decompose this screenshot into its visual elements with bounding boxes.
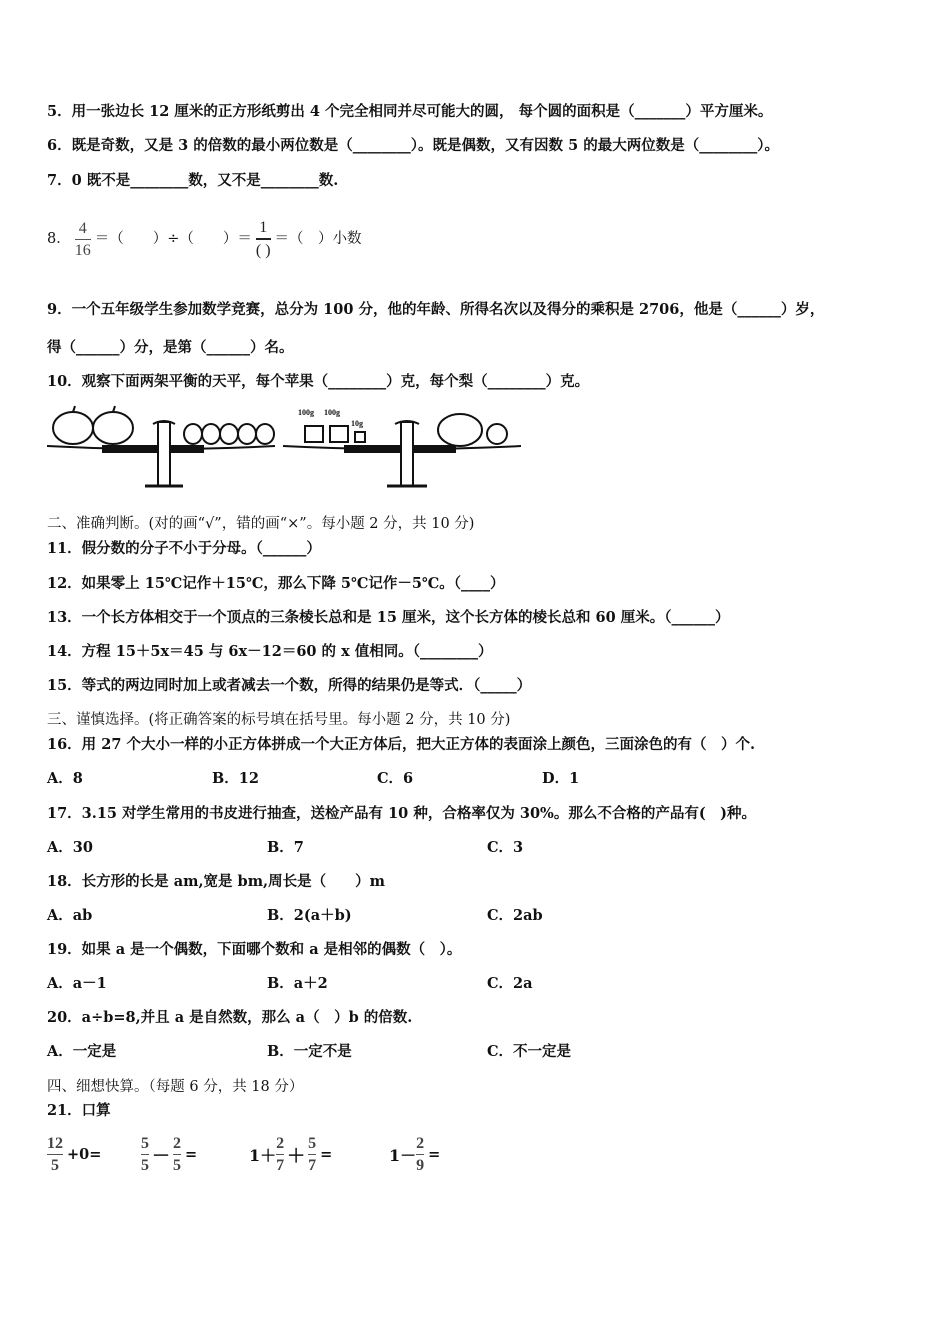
calc2-fraction-a	[141, 1134, 149, 1175]
weight-label: 10g	[351, 419, 363, 428]
section-2-heading: 二、准确判断。(对的画“√”，错的画“×”。每小题 2 分，共 10 分)	[47, 516, 475, 532]
frac-den: 7	[308, 1157, 317, 1174]
apple-icon	[438, 414, 482, 446]
pear-icon	[202, 424, 220, 444]
calc4-head: 1－	[389, 1146, 417, 1165]
calc1-fraction	[47, 1134, 63, 1175]
question-9-line2: 得（______）分，是第（______）名。	[47, 339, 294, 356]
pear-icon	[220, 424, 238, 444]
q19-option-a[interactable]: A．a－1	[47, 975, 107, 992]
weight-label: 100g	[324, 408, 340, 417]
q18-option-a[interactable]: A．ab	[47, 907, 93, 924]
calc3-fraction-a	[276, 1134, 284, 1175]
calc3-operator: ＋	[287, 1145, 306, 1167]
calc2-operator: －	[152, 1145, 170, 1167]
frac-den: 9	[416, 1157, 425, 1174]
pear-icon	[238, 424, 256, 444]
left-balance	[47, 406, 275, 486]
frac-den: 5	[173, 1157, 181, 1174]
q18-option-b[interactable]: B．2(a＋b)	[267, 907, 352, 924]
question-15: 15．等式的两边同时加上或者减去一个数，所得的结果仍是等式．（_____）	[47, 677, 532, 694]
q17-option-c[interactable]: C．3	[487, 839, 524, 856]
apple-icon	[93, 412, 133, 444]
q16-option-c[interactable]: C．6	[377, 770, 414, 787]
question-7: 7．0 既不是________数，又不是________数.	[47, 172, 339, 189]
question-5: 5．用一张边长 12 厘米的正方形纸剪出 4 个完全相同并尽可能大的圆， 每个圆的面积是（_______）平方厘米。	[47, 103, 773, 120]
calc-item-1	[47, 1134, 101, 1175]
frac-num: 12	[47, 1135, 63, 1152]
frac-den: 7	[276, 1157, 285, 1174]
apple-icon	[53, 412, 93, 444]
pear-icon	[487, 424, 507, 444]
frac-num: 5	[141, 1135, 149, 1152]
q8-fraction-2	[256, 218, 271, 260]
q8-tail: ＝（ ）小数	[274, 231, 362, 247]
question-6: 6．既是奇数，又是 3 的倍数的最小两位数是（________）。既是偶数，又有因数 5 的最大两位数是（________）。	[47, 137, 779, 154]
q17-option-a[interactable]: A．30	[47, 839, 93, 856]
q16-option-d[interactable]: D．1	[542, 770, 580, 787]
q17-option-b[interactable]: B．7	[267, 839, 304, 856]
pear-icon	[184, 424, 202, 444]
calc3-head: 1＋	[249, 1146, 277, 1165]
frac-num: 2	[416, 1135, 425, 1152]
calc-item-3	[249, 1134, 332, 1175]
q20-option-b[interactable]: B．一定不是	[267, 1043, 352, 1060]
frac-den: 5	[51, 1157, 59, 1174]
frac-num: 5	[308, 1135, 317, 1152]
weight-icon	[305, 426, 323, 442]
calc-item-2	[141, 1134, 197, 1175]
question-18: 18．长方形的长是 am,宽是 bm,周长是（ ）m	[47, 873, 385, 890]
question-8-label: 8．	[47, 231, 71, 247]
balance-scales-figure	[45, 402, 525, 494]
q8-middle: ＝（ ）÷（ ）＝	[94, 231, 252, 247]
question-16: 16．用 27 个大小一样的小正方体拼成一个大正方体后，把大正方体的表面涂上颜色，三面涂色的有（ ）个.	[47, 736, 755, 753]
q16-option-a[interactable]: A．8	[47, 770, 83, 787]
q8-fraction	[75, 219, 91, 260]
calc2-tail: =	[185, 1146, 198, 1163]
q18-option-c[interactable]: C．2ab	[487, 907, 543, 924]
weight-icon	[330, 426, 348, 442]
frac-den: 5	[141, 1157, 149, 1174]
q20-option-a[interactable]: A．一定是	[47, 1043, 117, 1060]
q8-frac2-den: ( )	[255, 242, 271, 259]
calc4-fraction	[416, 1134, 424, 1175]
q8-frac-num: 4	[78, 219, 87, 237]
question-12: 12．如果零上 15℃记作＋15℃，那么下降 5℃记作－5℃。（____）	[47, 575, 505, 592]
calc3-tail: =	[320, 1146, 333, 1163]
weight-label: 100g	[298, 408, 314, 417]
calc2-fraction-b	[173, 1134, 181, 1175]
question-8	[47, 214, 362, 264]
question-11: 11．假分数的分子不小于分母。（______）	[47, 540, 321, 557]
question-13: 13．一个长方体相交于一个顶点的三条棱长总和是 15 厘米，这个长方体的棱长总和 60 厘米。（______）	[47, 609, 730, 626]
question-14: 14．方程 15＋5x＝45 与 6x－12＝60 的 x 值相同。（________）	[47, 643, 493, 660]
right-balance	[283, 414, 521, 486]
question-20: 20．a÷b=8,并且 a 是自然数，那么 a（ ）b 的倍数.	[47, 1009, 413, 1026]
question-17: 17．3.15 对学生常用的书皮进行抽查，送检产品有 10 种，合格率仅为 30%。那么不合格的产品有( )种。	[47, 805, 757, 822]
q8-frac-den: 16	[74, 241, 91, 259]
question-19: 19．如果 a 是一个偶数，下面哪个数和 a 是相邻的偶数（ ）。	[47, 941, 462, 958]
weight-icon	[355, 432, 365, 442]
q19-option-c[interactable]: C．2a	[487, 975, 533, 992]
question-21: 21．口算	[47, 1102, 111, 1119]
calc4-tail: =	[428, 1146, 441, 1163]
section-4-heading: 四、细想快算。（每题 6 分，共 18 分）	[47, 1079, 304, 1095]
calc3-fraction-b	[308, 1134, 316, 1175]
frac-num: 2	[276, 1135, 285, 1152]
section-3-heading: 三、谨慎选择。(将正确答案的标号填在括号里。每小题 2 分，共 10 分)	[47, 712, 511, 728]
question-10: 10．观察下面两架平衡的天平，每个苹果（________）克，每个梨（________）克。	[47, 373, 590, 390]
question-9-line1: 9．一个五年级学生参加数学竞赛，总分为 100 分，他的年龄、所得名次以及得分的乘积是 2706，他是（______）岁，	[47, 301, 825, 318]
calc1-tail: +0=	[67, 1146, 102, 1163]
q19-option-b[interactable]: B．a＋2	[267, 975, 328, 992]
frac-num: 2	[173, 1135, 181, 1152]
calc-item-4	[389, 1134, 440, 1175]
q16-option-b[interactable]: B．12	[212, 770, 259, 787]
pear-icon	[256, 424, 274, 444]
q8-frac2-num: 1	[259, 219, 268, 236]
q20-option-c[interactable]: C．不一定是	[487, 1043, 572, 1060]
